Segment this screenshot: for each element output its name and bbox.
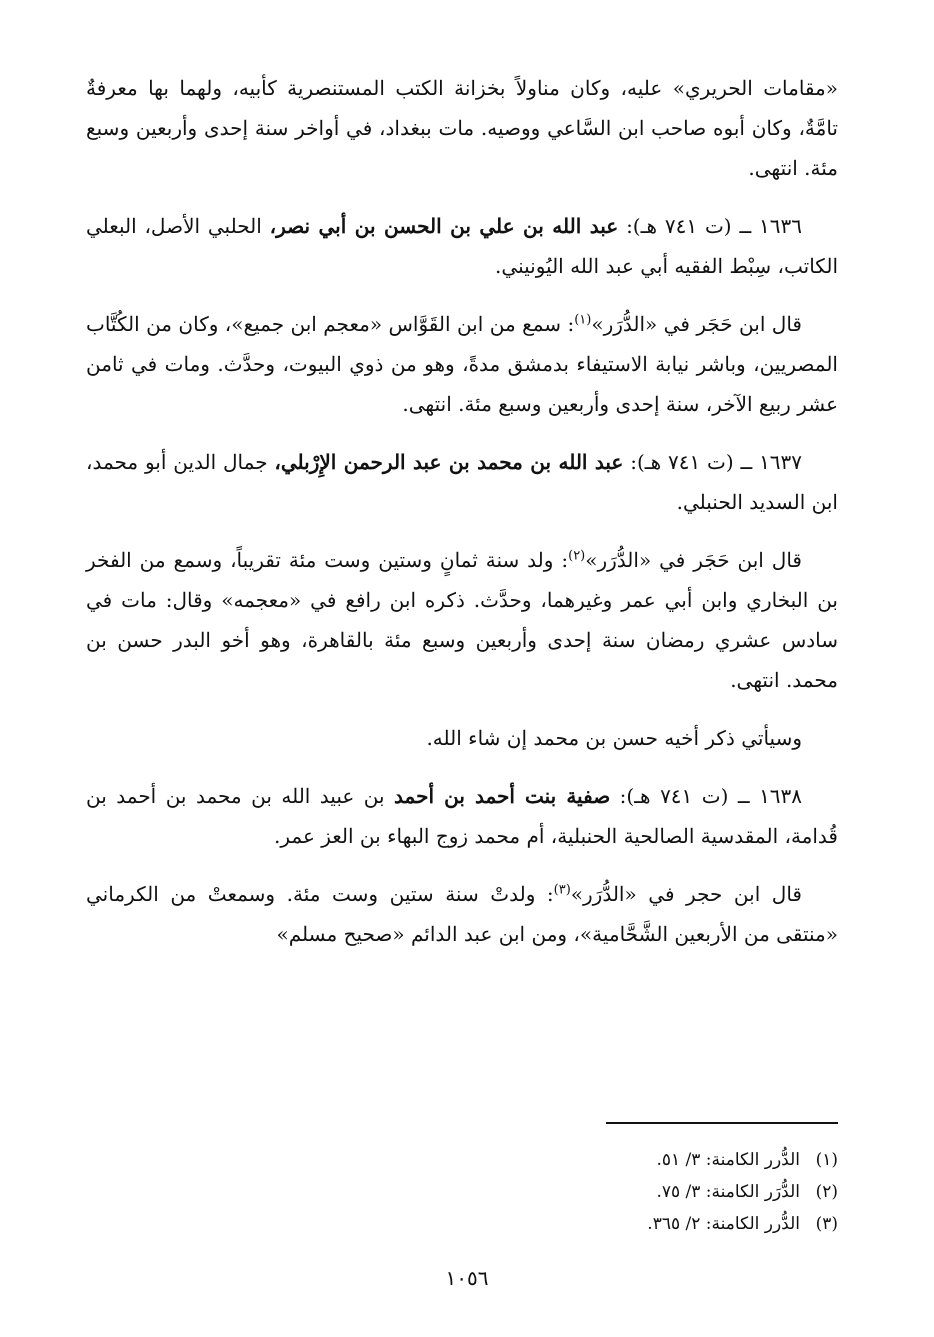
footnote-text: الدُّرر الكامنة: ٣/ ٥١. xyxy=(656,1150,800,1170)
citation-lead: قال ابن حجر في «الدُّرَر» xyxy=(570,882,802,906)
entry-description: بن عبيد الله بن محمد بن أحمد بن قُدامة، المقدسية الصالحية الحنبلية، أم محمد زوج البهاء بن العز عمر. xyxy=(86,784,838,848)
entry-number: ١٦٣٦ ــ xyxy=(739,214,803,238)
footnote-divider xyxy=(606,1122,838,1124)
citation-body: : ولدتْ سنة ستين وست مئة. وسمعتْ من الكرماني «منتقى من الأربعين الشَّحَّامية»، ومن ابن عبد الدائم «صحيح مسلم» xyxy=(86,882,838,946)
citation-lead: قال ابن حَجَر في «الدُّرَر» xyxy=(591,312,802,336)
footnote-number: (٢) xyxy=(815,1182,838,1202)
paragraph-text: «مقامات الحريري» عليه، وكان مناولاً بخزانة الكتب المستنصرية كأبيه، ولهما بها معرفةٌ تامَّةٌ، وكان أبوه صاحب ابن السَّاعي ووصيه. مات ببغداد، في أواخر سنة إحدى وأربعين وسبع مئة. انتهى. xyxy=(86,76,838,180)
paragraph-text: وسيأتي ذكر أخيه حسن بن محمد إن شاء الله. xyxy=(426,726,802,750)
paragraph-continuation xyxy=(86,68,838,188)
entry-name: صفية بنت أحمد بن أحمد xyxy=(394,784,611,808)
citation-body: : ولد سنة ثمانٍ وستين وست مئة تقريباً، وسمع من الفخر بن البخاري وابن أبي عمر وغيرهما، وحدَّث. ذكره ابن رافع في «معجمه» وقال: مات في سادس عشري رمضان سنة إحدى وأربعين وسبع مئة بالقاهرة، وهو أخو البدر حسن بن محمد. انتهى. xyxy=(86,548,838,692)
cross-reference-paragraph xyxy=(86,718,838,758)
citation-paragraph-1 xyxy=(86,304,838,424)
entry-number: ١٦٣٨ ــ xyxy=(737,784,803,808)
footnote-2 xyxy=(438,1176,838,1208)
entry-description: الحلبي الأصل، البعلي الكاتب، سِبْط الفقيه أبي عبد الله اليُونيني. xyxy=(86,214,838,278)
entry-description: جمال الدين أبو محمد، ابن السديد الحنبلي. xyxy=(86,450,838,514)
entry-1638 xyxy=(86,776,838,856)
entry-1636 xyxy=(86,206,838,286)
footnote-3 xyxy=(438,1208,838,1240)
footnotes xyxy=(438,1144,838,1240)
footnote-text: الدُّرَر الكامنة: ٣/ ٧٥. xyxy=(656,1182,800,1202)
citation-lead: قال ابن حَجَر في «الدُّرَر» xyxy=(585,548,802,572)
footnote-reference-1[interactable]: (١) xyxy=(574,312,592,328)
entry-number: ١٦٣٧ ــ xyxy=(740,450,803,474)
entry-death-date: (ت ٧٤١ هـ): xyxy=(619,784,729,808)
citation-body: : سمع من ابن القَوَّاس «معجم ابن جميع»، وكان من الكُتَّاب المصريين، وباشر نيابة الاستيفاء بدمشق مدةً، وهو من ذوي البيوت، وحدَّث. ومات في ثامن عشر ربيع الآخر، سنة إحدى وأربعين وسبع مئة. انتهى. xyxy=(86,312,838,416)
footnote-number: (٣) xyxy=(815,1214,838,1234)
page-body xyxy=(86,68,838,972)
entry-death-date: (ت ٧٤١ هـ): xyxy=(626,214,732,238)
entry-name: عبد الله بن محمد بن عبد الرحمن الإِرْبلي، xyxy=(274,450,624,474)
footnote-1 xyxy=(438,1144,838,1176)
footnote-number: (١) xyxy=(815,1150,838,1170)
citation-paragraph-3 xyxy=(86,874,838,954)
page-number: ١٠٥٦ xyxy=(445,1266,489,1290)
footnote-reference-2[interactable]: (٢) xyxy=(568,548,586,564)
footnote-reference-3[interactable]: (٣) xyxy=(553,882,571,898)
footnote-text: الدُّرر الكامنة: ٢/ ٣٦٥. xyxy=(647,1214,800,1234)
entry-1637 xyxy=(86,442,838,522)
citation-paragraph-2 xyxy=(86,540,838,700)
entry-death-date: (ت ٧٤١ هـ): xyxy=(630,450,734,474)
entry-name: عبد الله بن علي بن الحسن بن أبي نصر، xyxy=(269,214,619,238)
